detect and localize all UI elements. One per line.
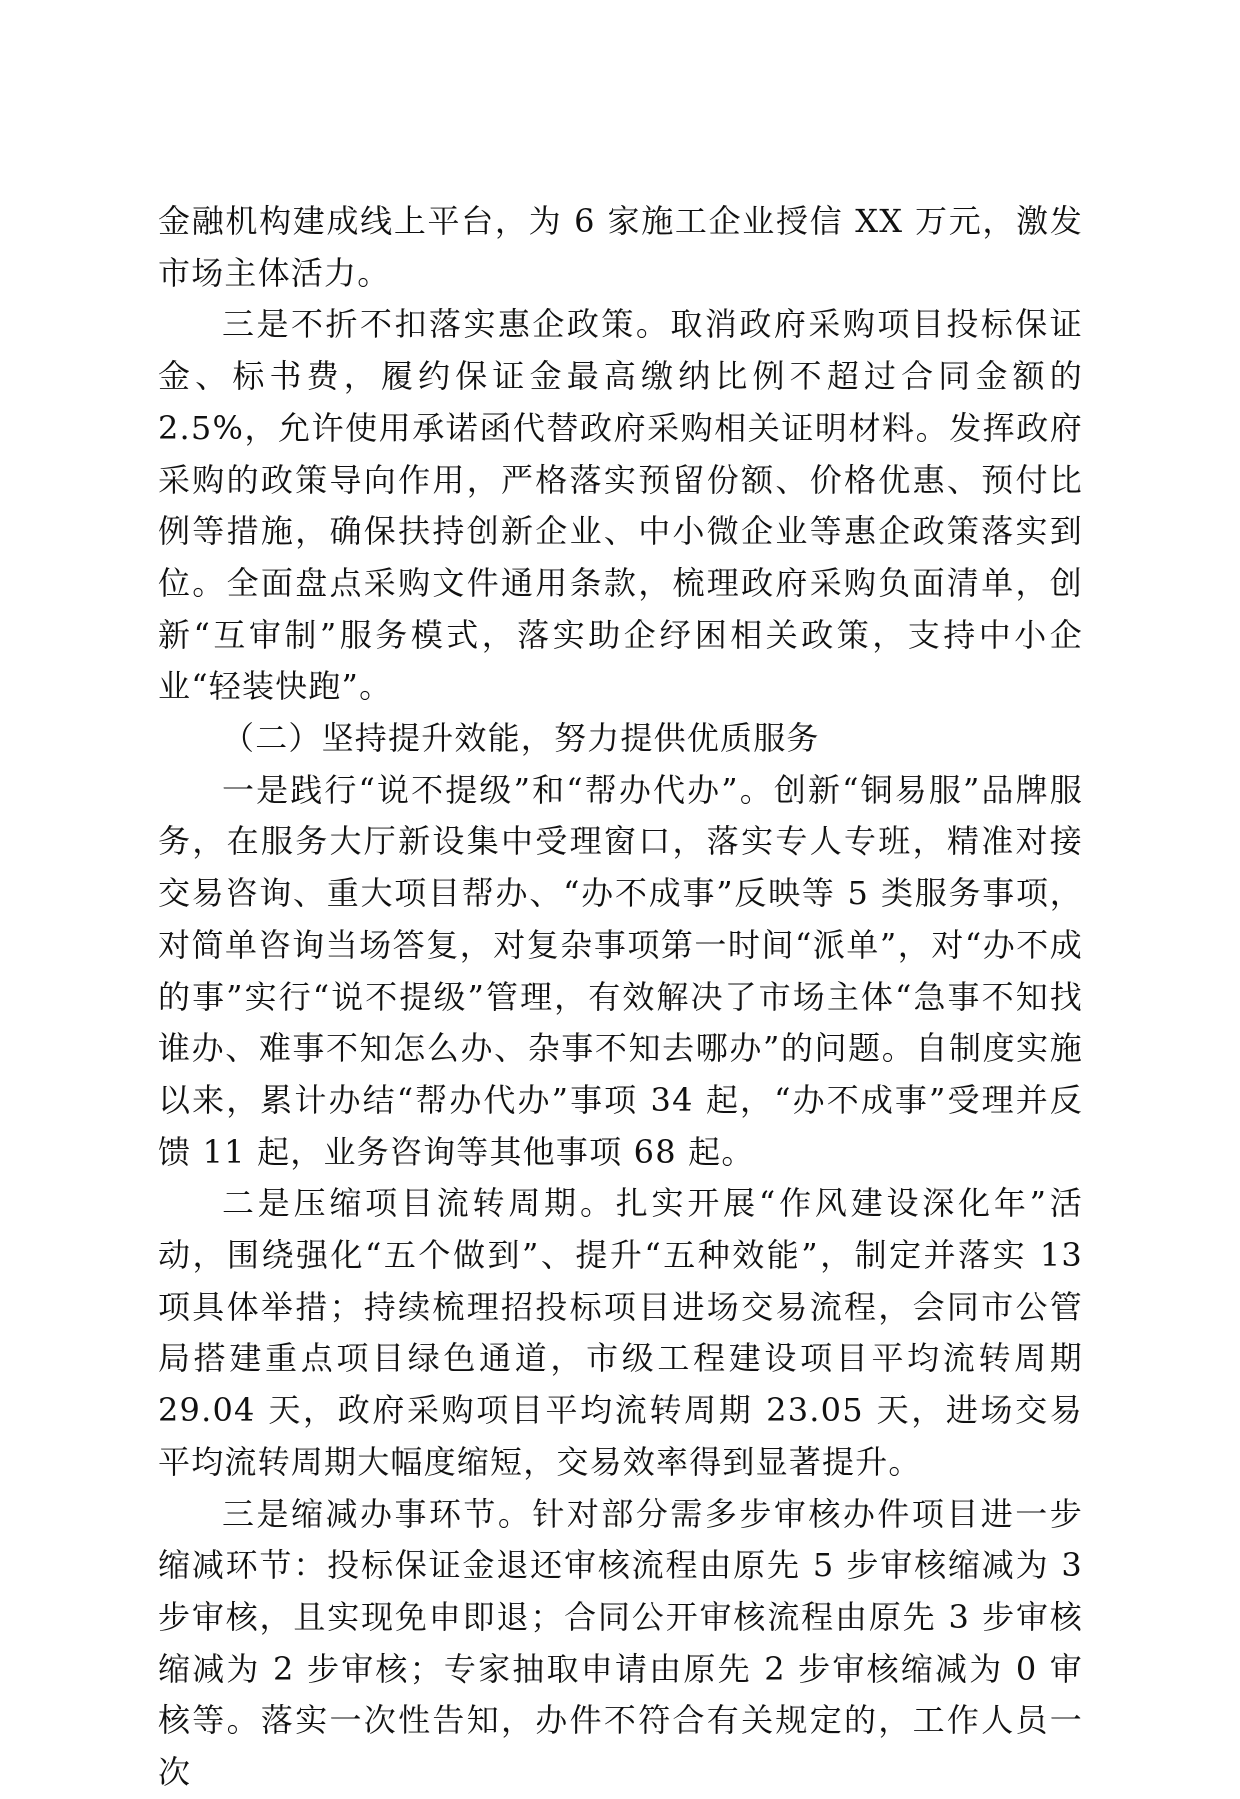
paragraph-service-brand: 一是践行“说不提级”和“帮办代办”。创新“铜易服”品牌服务，在服务大厅新设集中受理窗口，落实专人专班，精准对接交易咨询、重大项目帮办、“办不成事”反映等 5 类服务事项，对简单咨询当场答复，对复杂事项第一时间“派单”，对“办不成的事”实行“说不提级”管理，有效解决了市场主体“急事不知找谁办、难事不知怎么办、杂事不知去哪办”的问题。自制度实施以来，累计办结“帮办代办”事项 34 起，“办不成事”受理并反馈 11 起，业务咨询等其他事项 68 起。 <box>158 770 1083 1171</box>
section-heading: （二）坚持提升效能，努力提供优质服务 <box>222 719 820 758</box>
paragraph-project-cycle: 二是压缩项目流转周期。扎实开展“作风建设深化年”活动，围绕强化“五个做到”、提升“五种效能”，制定并落实 13 项具体举措；持续梳理招投标项目进场交易流程，会同市公管局搭建重点项目绿色通道，市级工程建设项目平均流转周期 29.04 天，政府采购项目平均流转周期 23.05 天，进场交易平均流转周期大幅度缩短，交易效率得到显著提升。 <box>158 1184 1083 1481</box>
paragraph-policy-implementation: 三是不折不扣落实惠企政策。取消政府采购项目投标保证金、标书费，履约保证金最高缴纳比例不超过合同金额的 2.5%，允许使用承诺函代替政府采购相关证明材料。发挥政府采购的政策导向作用，严格落实预留份额、价格优惠、预付比例等措施，确保扶持创新企业、中小微企业等惠企政策落实到位。全面盘点采购文件通用条款，梳理政府采购负面清单，创新“互审制”服务模式，落实助企纾困相关政策，支持中小企业“轻装快跑”。 <box>158 305 1083 706</box>
paragraph-continuation: 金融机构建成线上平台，为 6 家施工企业授信 XX 万元，激发市场主体活力。 <box>158 202 1083 292</box>
paragraph-process-reduction: 三是缩减办事环节。针对部分需多步审核办件项目进一步缩减环节：投标保证金退还审核流程由原先 5 步审核缩减为 3 步审核，且实现免申即退；合同公开审核流程由原先 3 步审核缩减为 2 步审核；专家抽取申请由原先 2 步审核缩减为 0 审核等。落实一次性告知，办件不符合有关规定的，工作人员一次 <box>158 1494 1083 1792</box>
document-page <box>158 196 1083 1799</box>
